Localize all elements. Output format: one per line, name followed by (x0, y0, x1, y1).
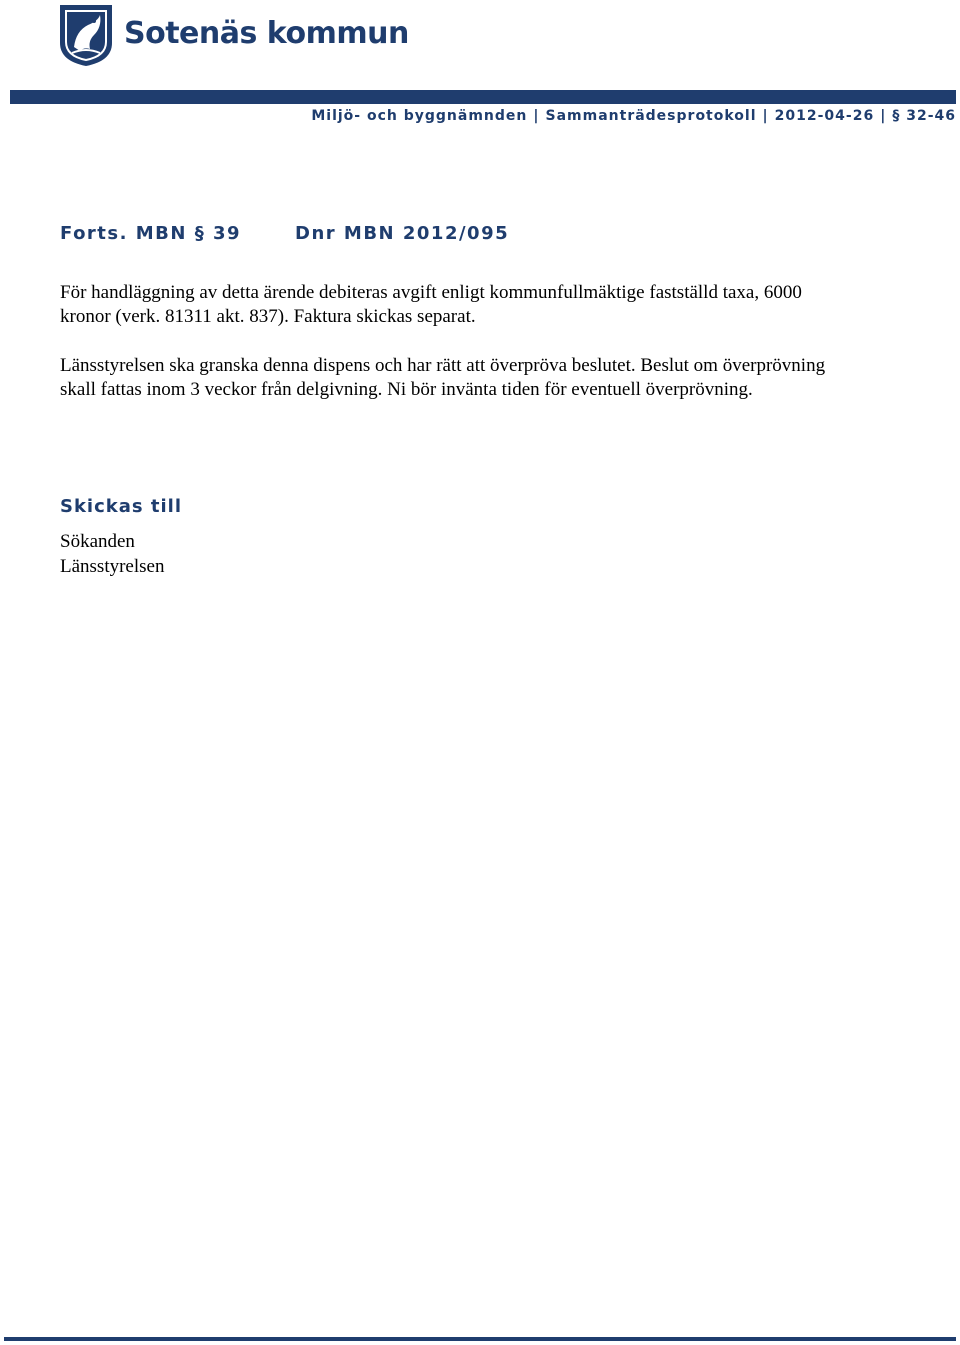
recipient-item: Länsstyrelsen (60, 556, 165, 577)
case-number: Dnr MBN 2012/095 (295, 223, 510, 244)
paragraph-range: § 32-46 (892, 108, 956, 124)
logo-wordmark: Sotenäs kommun (124, 15, 409, 51)
document-meta: Miljö- och byggnämnden | Sammanträdesprotokoll | 2012-04-26 | § 32-46 (311, 108, 956, 124)
header-bar (10, 90, 956, 104)
coat-of-arms-icon (58, 3, 114, 67)
fee-paragraph: För handläggning av detta ärende debiteras avgift enligt kommunfullmäktige fastställd taxa, 6000 kronor (verk. 81311 akt. 837). Faktura skickas separat. (60, 282, 802, 327)
meeting-date: 2012-04-26 (774, 108, 875, 124)
recipient-list (60, 529, 164, 579)
municipality-logo (58, 2, 409, 68)
committee-name: Miljö- och byggnämnden (311, 108, 528, 124)
section-number: Forts. MBN § 39 (60, 223, 242, 244)
recipient-item: Sökanden (60, 531, 135, 552)
section-heading (60, 223, 509, 244)
document-type: Sammanträdesprotokoll (545, 108, 757, 124)
send-to-heading: Skickas till (60, 496, 182, 517)
footer-rule (4, 1337, 956, 1341)
review-paragraph: Länsstyrelsen ska granska denna dispens och har rätt att överpröva beslutet. Beslut om överprövning skall fattas inom 3 veckor från delgivning. Ni bör invänta tiden för eventuell överprövning. (60, 355, 826, 400)
